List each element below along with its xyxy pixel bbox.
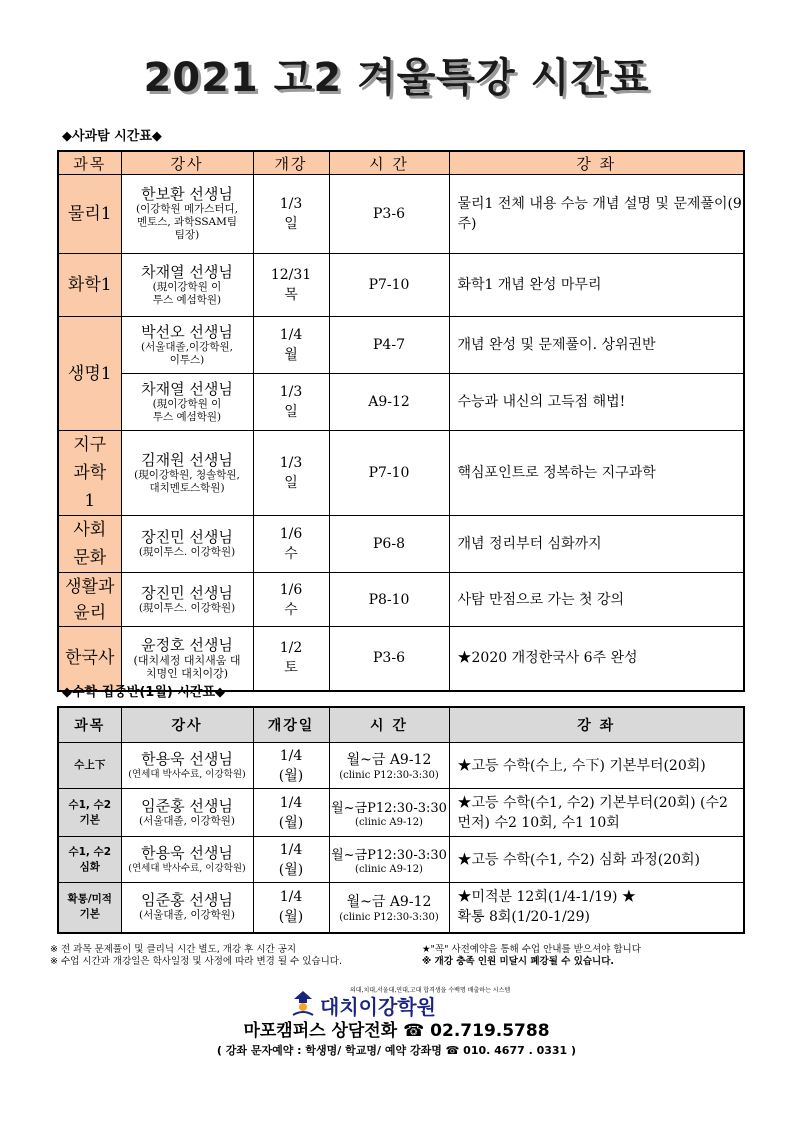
teacher-org: (연세대 박사수료, 이강학원): [128, 862, 246, 874]
time-main: 월~금P12:30-3:30: [331, 800, 447, 816]
course-cell: 개념 정리부터 심화까지: [449, 516, 744, 573]
teacher-cell: [121, 573, 253, 627]
table-row: [58, 254, 744, 317]
teacher-org: (대치세정 대치새움 대치명인 대치이강): [133, 653, 241, 680]
course-cell: 물리1 전체 내용 수능 개념 설명 및 문제풀이(9주): [449, 175, 744, 254]
teacher-cell: [121, 374, 253, 431]
clinic-time: (clinic P12:30-3:30): [339, 770, 439, 781]
table-row: [58, 573, 744, 627]
teacher-name: 김재원 선생님: [141, 450, 233, 469]
note-left-2: ※ 수업 시간과 개강일은 학사일정 및 사정에 따라 변경 될 수 있습니다.: [50, 956, 342, 967]
teacher-cell: [121, 743, 253, 789]
start-date-cell: 1/4 (월): [253, 883, 329, 933]
section-label-math: ◆수학 집중반(1월) 시간표◆: [62, 685, 225, 700]
header-time: 시 간: [329, 151, 449, 175]
teacher-org: (서울대졸,이강학원, 이투스): [141, 340, 233, 366]
course-cell: 수능과 내신의 고득점 해법!: [449, 374, 744, 431]
teacher-name: 한용욱 선생님: [141, 843, 233, 862]
notes-left: [50, 944, 342, 968]
note-right-2: ※ 개강 충족 인원 미달시 폐강될 수 있습니다.: [422, 956, 615, 967]
time-cell: [329, 883, 449, 933]
teacher-name: 장진민 선생님: [141, 528, 233, 546]
teacher-name: 한용욱 선생님: [141, 749, 233, 768]
teacher-name: 차재열 선생님: [141, 379, 233, 398]
table-row: [58, 431, 744, 516]
subject-cell: 생활과 윤리: [58, 573, 121, 627]
table-header-row: [58, 151, 744, 175]
page-title: 2021 고2 겨울특강 시간표: [143, 55, 650, 101]
start-date-cell: 1/4 (월): [253, 789, 329, 837]
course-cell: 화학1 개념 완성 마무리: [449, 254, 744, 317]
header-start: 개강일: [253, 707, 329, 743]
table-row: [58, 837, 744, 883]
header-subject: 과목: [58, 151, 121, 175]
teacher-org: (現이투스. 이강학원): [138, 601, 236, 614]
start-date-cell: 1/4 (월): [253, 743, 329, 789]
subject-cell: 지구 과학1: [58, 431, 121, 516]
time-cell: P7-10: [329, 254, 449, 317]
note-left-1: ※ 전 과목 문제풀이 및 클리닉 시간 별도, 개강 후 시간 공지: [50, 944, 297, 955]
clinic-time: (clinic P12:30-3:30): [339, 911, 439, 923]
start-date-cell: 1/2 토: [253, 627, 329, 691]
teacher-name: 윤정호 선생님: [141, 635, 233, 654]
subject-cell: 확통/미적 기본: [58, 883, 121, 933]
reservation-line: ( 강좌 문자예약 : 학생명/ 학교명/ 예약 강좌명 ☎ 010. 4677 . 0331 ): [216, 1044, 577, 1057]
teacher-cell: [121, 516, 253, 573]
teacher-org: (이강학원 메가스터디,멘토스, 과학SSAM팀 팀장): [135, 203, 239, 241]
course-cell: 사탐 만점으로 가는 첫 강의: [449, 573, 744, 627]
time-cell: [329, 837, 449, 883]
teacher-name: 임준홍 선생님: [141, 796, 233, 815]
table-row: [58, 516, 744, 573]
subject-cell: 화학1: [58, 254, 121, 317]
logo-tagline: 의대,치대,서울대,연대,고대 합격생을 수백명 배출하는 시스템: [350, 987, 511, 994]
course-cell: 핵심포인트로 정복하는 지구과학: [449, 431, 744, 516]
course-cell: ★고등 수학(수上, 수下) 기본부터(20회): [449, 743, 744, 789]
subject-cell: 수上下: [58, 743, 121, 789]
subject-cell: 수1, 수2 기본: [58, 789, 121, 837]
table-row: [58, 789, 744, 837]
teacher-cell: [121, 789, 253, 837]
teacher-cell: [121, 317, 253, 374]
start-date-cell: 1/3 일: [253, 374, 329, 431]
subject-cell: 생명1: [58, 317, 121, 431]
course-cell: ★고등 수학(수1, 수2) 기본부터(20회) (수2 먼저) 수2 10회, 수1 10회: [449, 789, 744, 837]
header-teacher: 강사: [121, 707, 253, 743]
table-row: [58, 374, 744, 431]
table-row: [58, 743, 744, 789]
clinic-time: (clinic A9-12): [355, 863, 423, 875]
start-date-cell: 1/4 (월): [253, 837, 329, 883]
teacher-org: (現이강학원 이투스 예섬학원): [152, 280, 222, 306]
table-row: [58, 317, 744, 374]
subject-cell: 사회 문화: [58, 516, 121, 573]
teacher-cell: [121, 837, 253, 883]
teacher-name: 임준홍 선생님: [141, 891, 233, 910]
teacher-org: (연세대 박사수료, 이강학원): [128, 768, 246, 780]
time-main: 월~금 A9-12: [346, 893, 432, 910]
time-main: 월~금P12:30-3:30: [331, 847, 447, 863]
table-header-row: [58, 707, 744, 743]
time-cell: P8-10: [329, 573, 449, 627]
teacher-name: 장진민 선생님: [141, 583, 233, 602]
note-right-1: ★"꼭" 사전예약을 통해 수업 안내를 받으셔야 합니다: [422, 944, 641, 955]
teacher-org: (서울대졸, 이강학원): [138, 814, 235, 827]
teacher-cell: [121, 175, 253, 254]
teacher-org: (現이강학원, 청솔학원, 대치멘토스학원): [134, 468, 240, 494]
header-course: 강 좌: [449, 707, 744, 743]
time-cell: P3-6: [329, 175, 449, 254]
time-cell: [329, 789, 449, 837]
teacher-cell: [121, 883, 253, 933]
notes-right: [422, 944, 641, 968]
teacher-org: (現이강학원 이투스 예섬학원): [152, 397, 222, 423]
subject-cell: 한국사: [58, 627, 121, 691]
time-main: 월~금 A9-12: [346, 752, 432, 768]
start-date-cell: 1/3 일: [253, 431, 329, 516]
start-date-cell: 1/6 수: [253, 573, 329, 627]
time-cell: [329, 743, 449, 789]
contact-line: 마포캠퍼스 상담전화 ☎ 02.719.5788: [243, 1021, 550, 1041]
logo-name: 대치이강학원: [320, 995, 436, 1019]
math-schedule-table: [57, 706, 745, 934]
start-date-cell: 1/4 월: [253, 317, 329, 374]
header-teacher: 강사: [121, 151, 253, 175]
course-cell: ★2020 개정한국사 6주 완성: [449, 627, 744, 691]
time-cell: P3-6: [329, 627, 449, 691]
teacher-name: 박선오 선생님: [141, 322, 233, 341]
time-cell: P6-8: [329, 516, 449, 573]
table-row: [58, 883, 744, 933]
time-cell: P4-7: [329, 317, 449, 374]
subject-cell: 수1, 수2 심화: [58, 837, 121, 883]
header-time: 시 간: [329, 707, 449, 743]
start-date-cell: 1/3 일: [253, 175, 329, 254]
teacher-cell: [121, 431, 253, 516]
subject-cell: 물리1: [58, 175, 121, 254]
course-cell: 개념 완성 및 문제풀이. 상위권반: [449, 317, 744, 374]
teacher-name: 한보환 선생님: [141, 185, 233, 203]
teacher-name: 차재열 선생님: [141, 262, 233, 281]
course-cell: ★미적분 12회(1/4-1/19) ★확통 8회(1/20-1/29): [449, 883, 744, 933]
time-cell: P7-10: [329, 431, 449, 516]
start-date-cell: 1/6 수: [253, 516, 329, 573]
time-cell: A9-12: [329, 374, 449, 431]
start-date-cell: 12/31 목: [253, 254, 329, 317]
teacher-org: (서울대졸, 이강학원): [138, 909, 235, 922]
header-course: 강 좌: [449, 151, 744, 175]
header-subject: 과목: [58, 707, 121, 743]
course-cell: ★고등 수학(수1, 수2) 심화 과정(20회): [449, 837, 744, 883]
table-row: [58, 175, 744, 254]
logo-emblem-icon: [290, 989, 316, 1017]
header-start: 개강: [253, 151, 329, 175]
section-label-science: ◆사과탐 시간표◆: [62, 129, 162, 144]
teacher-cell: [121, 254, 253, 317]
science-schedule-table: [57, 150, 745, 692]
teacher-org: (現이투스. 이강학원): [138, 546, 236, 558]
clinic-time: (clinic A9-12): [355, 816, 423, 828]
